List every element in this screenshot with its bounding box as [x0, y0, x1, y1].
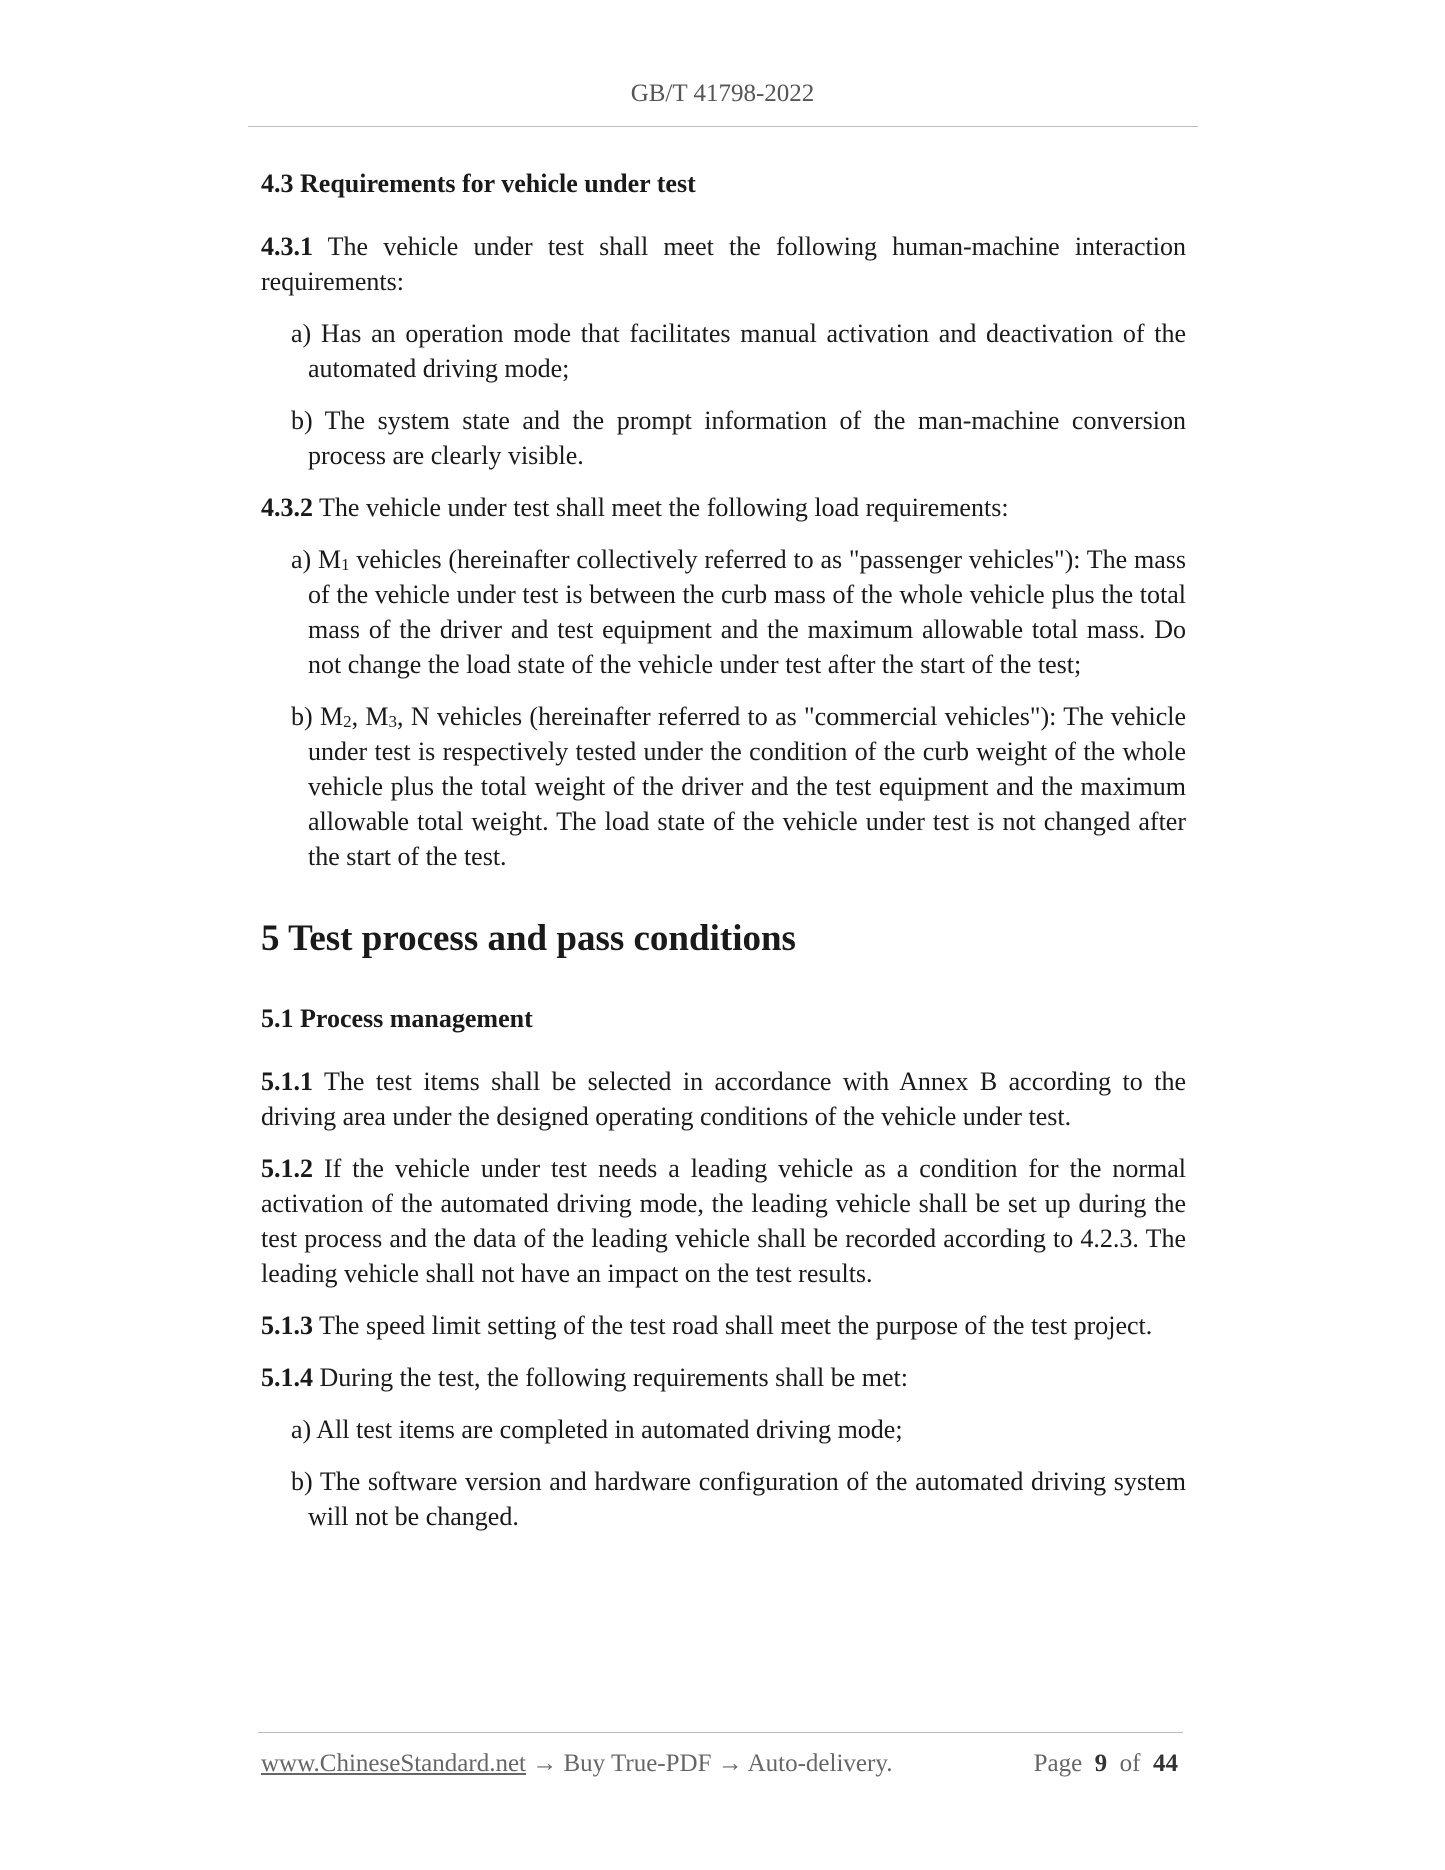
clause-5-1-4	[261, 1360, 1186, 1395]
page-body	[261, 166, 1186, 1534]
list-item: b) The system state and the prompt information of the man-machine conversion process are clearly visible.	[291, 406, 1186, 470]
page-label: Page	[1033, 1750, 1083, 1777]
clause-text: If the vehicle under test needs a leading vehicle as a condition for the normal activation of the automated driving mode, the leading vehicle shall be set up during the test process and the data of the leading vehicle shall be recorded according to 4.2.3. The leading vehicle shall not have an impact on the test results.	[261, 1154, 1186, 1288]
subscript: 1	[341, 555, 350, 574]
header-divider	[248, 126, 1198, 127]
arrow-right-icon: →	[711, 1750, 748, 1777]
section-5-heading: 5 Test process and pass conditions	[261, 918, 796, 959]
subscript: 3	[388, 712, 398, 731]
auto-delivery-text: Auto-delivery.	[747, 1750, 893, 1777]
clause-number: 4.3.2	[261, 493, 313, 522]
clause-number: 4.3.1	[261, 232, 313, 261]
clause-number: 5.1.1	[261, 1067, 313, 1096]
total-pages: 44	[1153, 1750, 1178, 1777]
footer-divider	[258, 1732, 1183, 1733]
item-text: , M	[351, 702, 389, 731]
clause-number: 5.1.2	[261, 1154, 313, 1183]
item-text: , N vehicles (hereinafter referred to as "commercial vehicles"): The vehicle under test is respectively tested under the condition of the curb weight of the whole vehicle plus the total weight of the driver and the test equipment and the maximum allowable total weight. The load state of the vehicle under test is not changed after the start of the test.	[308, 702, 1186, 871]
clause-text: The test items shall be selected in accordance with Annex B according to the driving area under the designed operating conditions of the vehicle under test.	[261, 1067, 1186, 1131]
footer-promo	[261, 1750, 892, 1778]
clause-text: The vehicle under test shall meet the following load requirements:	[313, 493, 1009, 522]
clause-5-1-2	[261, 1151, 1186, 1291]
list-item: a) Has an operation mode that facilitates manual activation and deactivation of the automated driving mode;	[291, 319, 1186, 383]
list-item-passenger-vehicles	[261, 542, 1186, 682]
clause-number: 5.1.3	[261, 1311, 313, 1340]
list-item-commercial-vehicles	[261, 699, 1186, 874]
clause-text: The vehicle under test shall meet the following human-machine interaction requirements:	[261, 232, 1186, 296]
website-link[interactable]: www.ChineseStandard.net	[261, 1750, 526, 1777]
clause-text: During the test, the following requirements shall be met:	[313, 1363, 908, 1392]
clause-4-3-2	[261, 490, 1186, 525]
buy-true-pdf-link[interactable]: Buy True-PDF	[563, 1750, 712, 1777]
section-5-1-heading: 5.1 Process management	[261, 1004, 533, 1033]
clause-5-1-3	[261, 1308, 1186, 1343]
list-item: a) All test items are completed in automated driving mode;	[291, 1415, 903, 1444]
arrow-right-icon: →	[526, 1750, 564, 1777]
clause-4-3-1	[261, 229, 1186, 299]
item-prefix: a) M	[291, 545, 342, 574]
list-item: b) The software version and hardware configuration of the automated driving system will not be changed.	[291, 1467, 1186, 1531]
clause-number: 5.1.4	[261, 1363, 313, 1392]
item-prefix: b) M	[291, 702, 344, 731]
page-number	[1034, 1750, 1178, 1778]
current-page: 9	[1094, 1750, 1108, 1777]
clause-text: The speed limit setting of the test road shall meet the purpose of the test project.	[313, 1311, 1153, 1340]
subscript: 2	[343, 712, 352, 731]
of-label: of	[1119, 1750, 1141, 1777]
item-text: vehicles (hereinafter collectively referred to as "passenger vehicles"): The mass of the vehicle under test is between the curb mass of the whole vehicle plus the total mass of the driver and test equipment and the maximum allowable total mass. Do not change the load state of the vehicle under test after the start of the test;	[308, 545, 1186, 679]
section-4-3-heading: 4.3 Requirements for vehicle under test	[261, 169, 696, 198]
clause-5-1-1	[261, 1064, 1186, 1134]
document-header: GB/T 41798-2022	[630, 80, 815, 107]
